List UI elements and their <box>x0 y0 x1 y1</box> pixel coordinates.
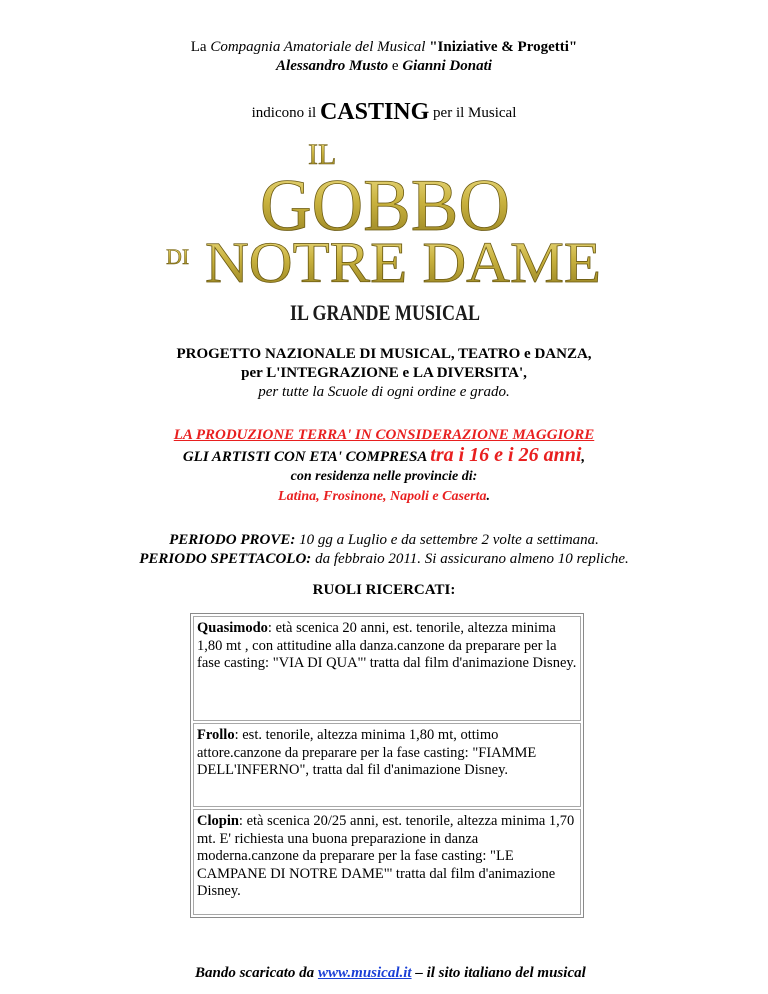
roles-table <box>190 613 584 918</box>
project-line-2: per L'INTEGRAZIONE e LA DIVERSITA', <box>241 365 527 381</box>
musical-it-link[interactable]: www.musical.it <box>317 965 412 981</box>
project-line-1: PROGETTO NAZIONALE DI MUSICAL, TEATRO e DANZA, <box>176 346 592 362</box>
role-name: Clopin <box>197 813 239 829</box>
age-range: tra i 16 e i 26 anni <box>430 444 582 466</box>
residence-line: con residenza nelle provincie di: <box>290 469 478 484</box>
director-1: Alessandro Musto <box>276 58 389 74</box>
role-name: Quasimodo <box>197 620 268 636</box>
provinces-period: . <box>486 489 490 504</box>
logo-subtitle: IL GRANDE MUSICAL <box>290 300 480 325</box>
gobbo-musical-logo <box>160 130 610 330</box>
and-text: e <box>391 58 399 74</box>
casting-announcement <box>0 99 768 126</box>
company-name: Compagnia Amatoriale del Musical <box>210 39 426 55</box>
role-name: Frollo <box>197 727 235 743</box>
production-line-1: LA PRODUZIONE TERRA' IN CONSIDERAZIONE MAGGIORE <box>173 427 595 443</box>
director-2: Gianni Donati <box>402 58 492 74</box>
prove-label: PERIODO PROVE: <box>169 532 296 548</box>
role-description: : età scenica 20 anni, est. tenorile, altezza minima 1,80 mt , con attitudine alla danza.canzone da preparare per la fase casting: "VIA DI QUA"' tratta dal film d'animazione Disney. <box>197 620 577 672</box>
prove-text: 10 gg a Luglio e da settembre 2 volte a settimana. <box>295 532 599 548</box>
la-text: La <box>190 39 207 55</box>
per-musical-text: per il Musical <box>433 105 517 121</box>
project-block <box>0 345 768 402</box>
age-suffix: , <box>581 449 586 465</box>
logo-di: DI <box>166 244 190 269</box>
periods-block <box>0 531 768 569</box>
casting-heading: CASTING <box>319 99 430 125</box>
logo-gobbo: GOBBO <box>260 165 510 247</box>
role-description: : età scenica 20/25 anni, est. tenorile, altezza minima 1,70 mt. E' richiesta una buona preparazione in danza moderna.canzone da preparare per la fase casting: "LE CAMPANE DI NOTRE DAME"' tratta dal film d'animazione Disney. <box>197 813 575 900</box>
footer-prefix: Bando scaricato da <box>195 965 318 981</box>
roles-title: RUOLI RICERCATI: <box>312 582 456 598</box>
group-name: "Iniziative & Progetti" <box>429 39 578 55</box>
spettacolo-label: PERIODO SPETTACOLO: <box>139 551 312 567</box>
project-line-3: per tutte la Scuole di ogni ordine e grado. <box>258 384 510 400</box>
spettacolo-text: da febbraio 2011. Si assicurano almeno 10 repliche. <box>311 551 629 567</box>
footer-suffix: – il sito italiano del musical <box>411 965 586 981</box>
role-cell-quasimodo <box>193 616 581 721</box>
logo-notre-dame: NOTRE DAME <box>205 230 601 295</box>
organizer-line <box>0 39 768 56</box>
age-prefix: GLI ARTISTI CON ETA' COMPRESA <box>182 449 427 465</box>
footer <box>0 965 768 982</box>
production-block <box>0 425 768 507</box>
logo-il: IL <box>308 138 337 171</box>
directors-line <box>0 58 768 75</box>
age-line <box>0 445 768 467</box>
spettacolo-line <box>0 550 768 569</box>
prove-line <box>0 531 768 550</box>
role-cell-clopin <box>193 809 581 915</box>
role-cell-frollo <box>193 723 581 807</box>
provinces-text: Latina, Frosinone, Napoli e Caserta <box>278 489 487 504</box>
role-description: : est. tenorile, altezza minima 1,80 mt, ottimo attore.canzone da preparare per la fase casting: "FIAMME DELL'INFERNO", tratta dal fil d'animazione Disney. <box>197 727 537 779</box>
indicono-text: indicono il <box>251 105 317 121</box>
